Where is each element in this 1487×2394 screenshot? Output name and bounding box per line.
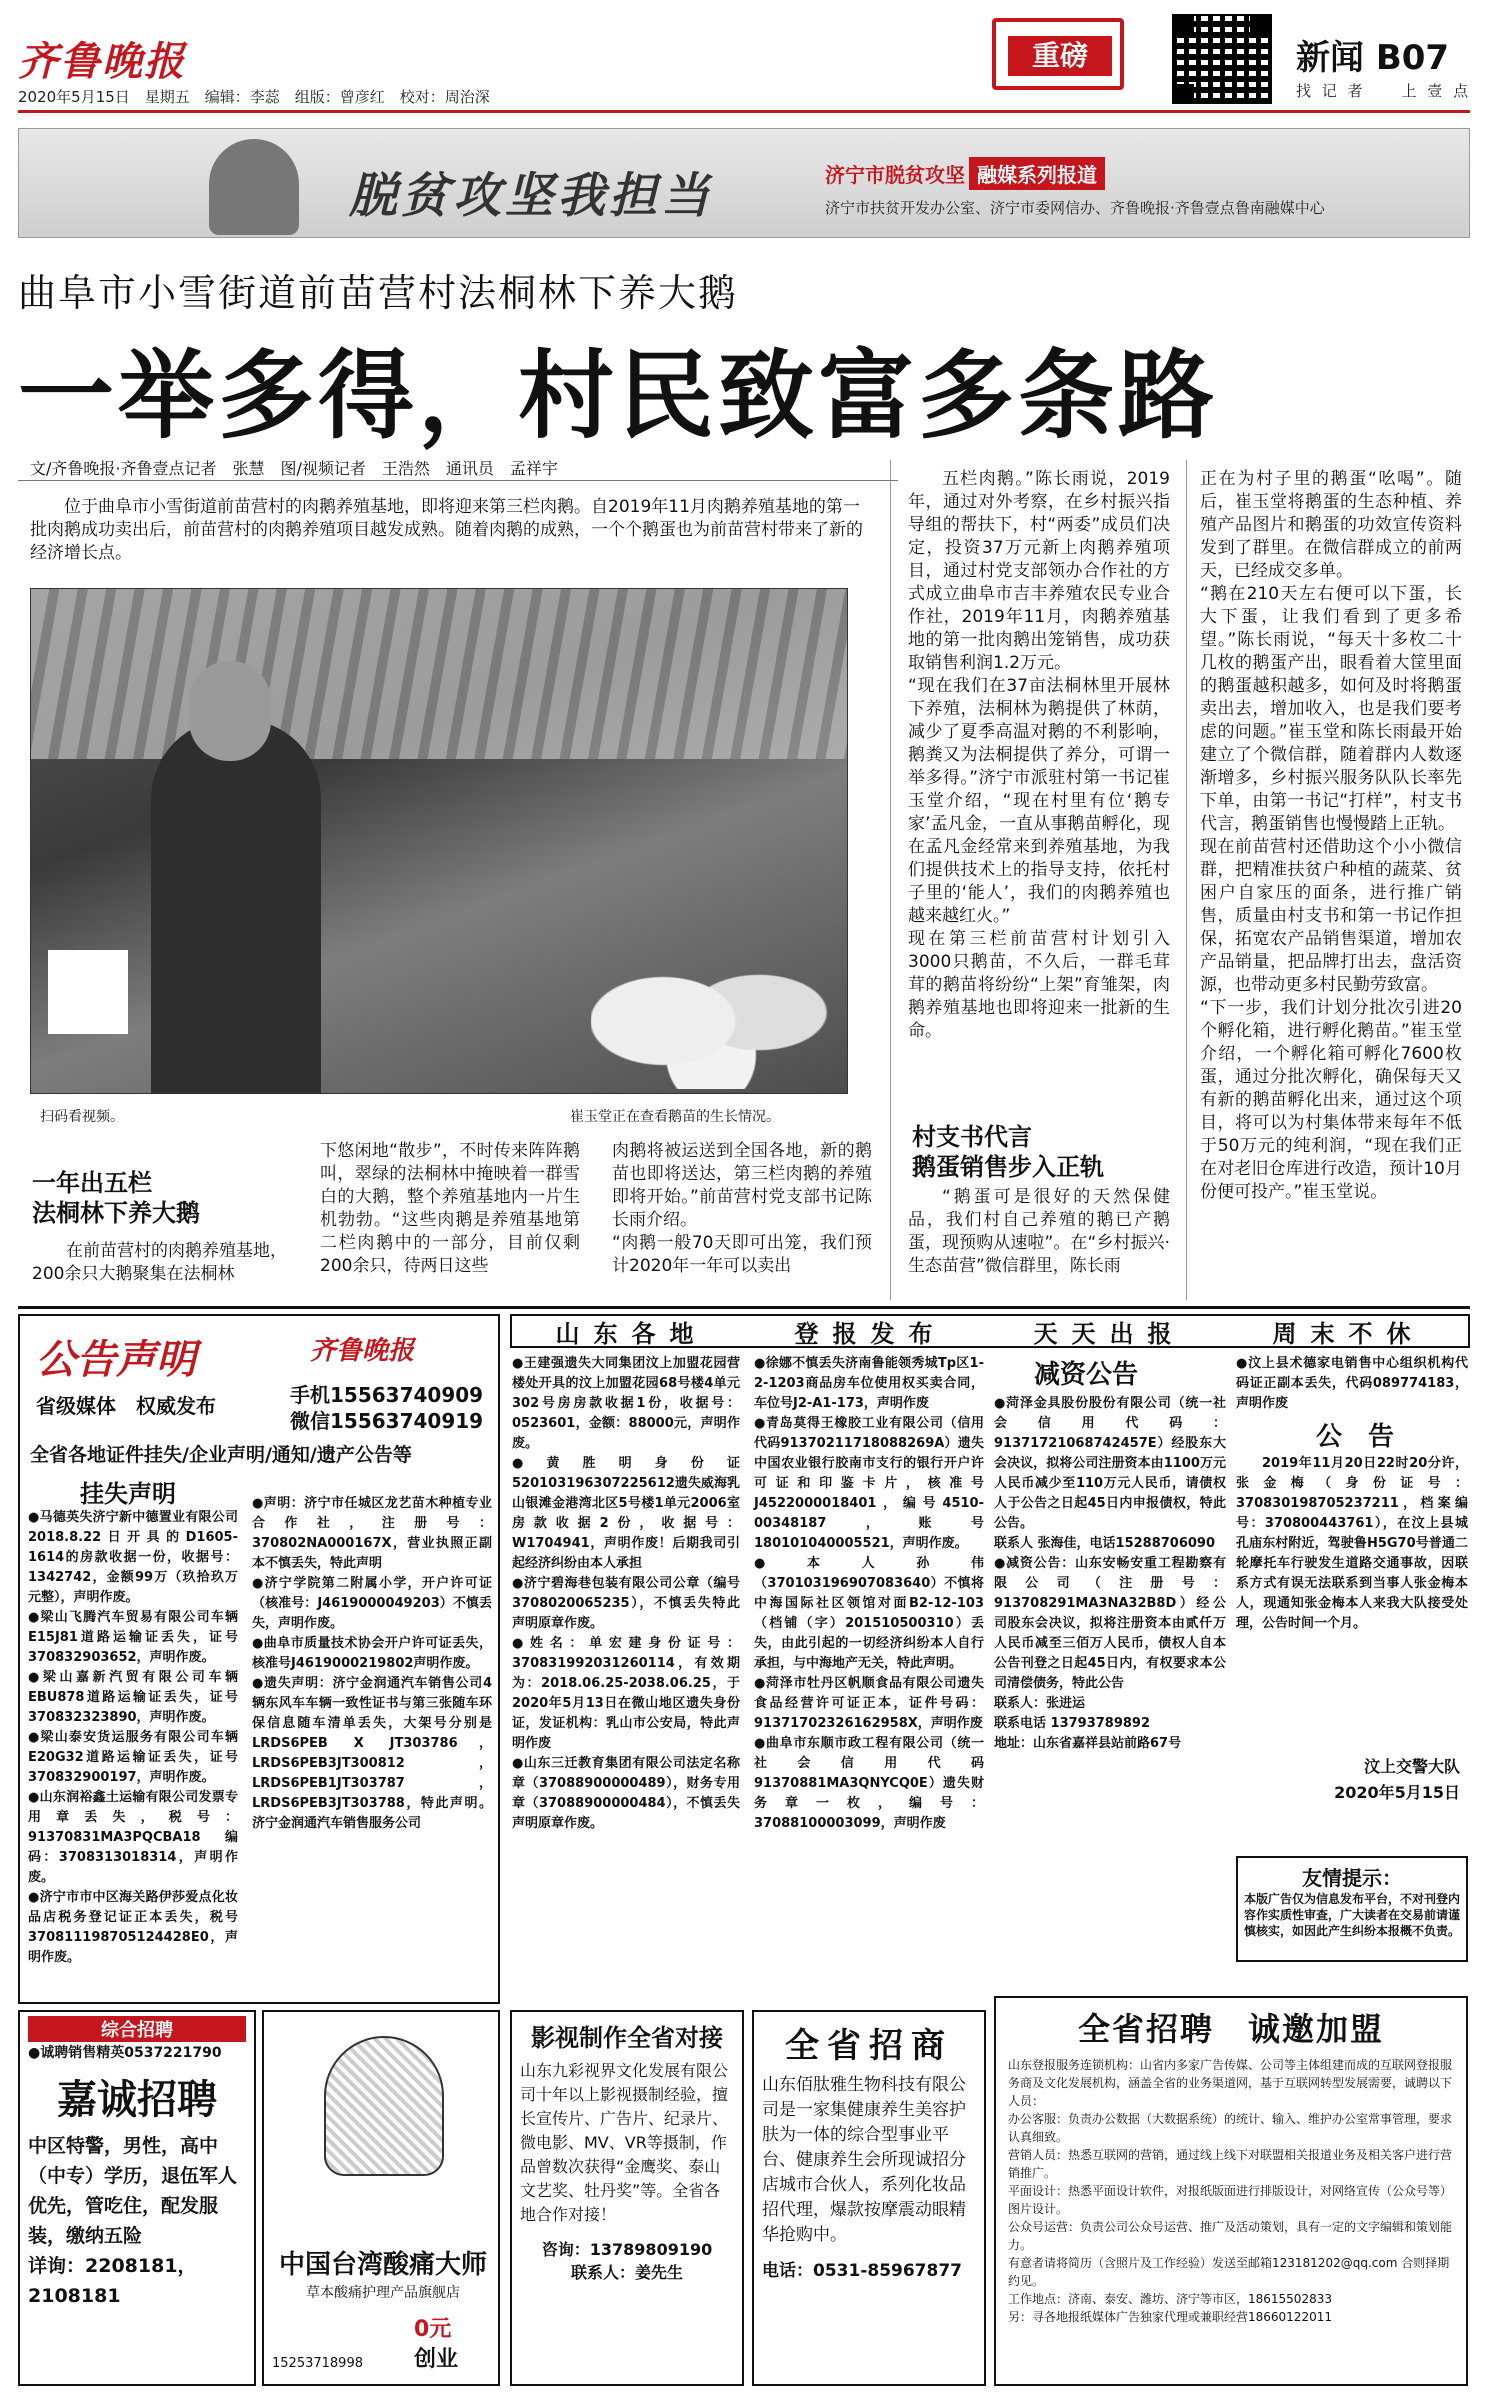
article-column-e: 正在为村子里的鹅蛋“吆喝”。随后，崔玉堂将鹅蛋的生态种植、养殖产品图片和鹅蛋的功效宣传资料发到了群里。在微信群成立的前两天，已经成交多单。 “鹅在210天左右便可以下蛋，长大下蛋，让我们看到了更多希望。”陈长雨说，“每天十多枚二十几枚的鹅蛋产出，眼看着大筐里面的鹅蛋越积越多，如何及时将鹅蛋卖出去，增加收入，也是我们要考虑的问题。”崔玉堂和陈长雨最开始建立了个微信群，随着群内人数逐渐增多，乡村振兴服务队队长率先下单，由第一书记“打样”，村支书代言，鹅蛋销售也慢慢踏上正轨。 现在前苗营村还借助这个小小微信群，把精准扶贫户种植的蔬菜、贫困户自家压的面条，进行推广销售，质量由村支书和第一书记作担保，拓宽农产品销售渠道，增加农产品销量，把品牌打出去，盘活资源，也带动更多村民勤劳致富。 “下一步，我们计划分批次引进20个孵化箱，进行孵化鹅苗。”崔玉堂介绍，一个孵化箱可孵化7600枚蛋，通过分批次孵化，确保每天又有新的鹅苗孵化出来，通过这个项目，将可以为村集体带来每年不低于50万元的纯利润，“现在我们正在对老旧仓库进行改造，预计10月份便可投产。”崔玉堂说。	[1200, 469, 1462, 1202]
column-divider	[890, 460, 891, 1300]
banner-tag: 济宁市脱贫攻坚	[825, 163, 965, 187]
ad-body: 中区特警，男性，高中（中专）学历，退伍军人优先，管吃住，配发服装，缴纳五险 详询：2208181，2108181	[28, 2135, 238, 2307]
friendly-body: 本版广告仅为信息发布平台，不对刊登内容作实质性审查，广大读者在交易前请谨慎核实，如因此产生纠纷本报概不负责。	[1244, 1892, 1461, 1938]
banner-tag-series: 融媒系列报道	[969, 157, 1105, 190]
ad-pitch: 创业	[414, 2347, 459, 2372]
loss-title: 挂失声明	[80, 1480, 176, 1508]
ad-body: 山东九彩视界文化发展有限公司十年以上影视摄制经验，擅长宣传片、广告片、纪录片、微电影、MV、VR等摄制，作品曾数次获得“金鹰奖、泰山文艺奖、牡丹奖”等。全省各地合作对接！	[520, 2061, 729, 2224]
notice-logo: 公告声明	[36, 1336, 196, 1383]
article-headline: 一举多得，村民致富多条路	[18, 340, 1218, 452]
ad-phone: 15253718998	[272, 2356, 363, 2371]
reduce-body: ●菏泽金具股份股份有限公司（统一社会信用代码：91371721068742457E）经股东大会决议，拟将公司注册资本由1100万元人民币减少至110万元人民币，请债权人于公告之日起45日内申报债权，特此公告。 联系人 张海佳，电话15288706090 ●减资公告：山东安畅安重工程勘察有限公司（注册号：913708291MA3NA32B8D）经公司股东会决议，拟将注册资本由贰仟万人民币减至三佰万人民币，债权人自本公告刊登之日起45日内，有权要求本公司清偿债务，特此公告 联系人：张进运 联系电话 13793789892 地址：山东省嘉祥县站前路67号	[994, 1396, 1226, 1751]
notice-services: 全省各地证件挂失/企业声明/通知/遗产公告等	[30, 1444, 412, 1466]
notice-slogan: 省级媒体 权威发布	[36, 1394, 216, 1418]
article-subhead: 曲阜市小雪街道前苗营村法桐林下养大鹅	[18, 271, 739, 315]
ad-title: 中国台湾酸痛大师	[278, 2250, 487, 2280]
ad-band: 综合招聘	[28, 2016, 246, 2042]
person-head	[189, 661, 271, 761]
notice-ad-block	[18, 1314, 500, 2004]
jiacheng-recruit-ad	[18, 2010, 256, 2386]
notice-brand: 齐鲁晚报	[310, 1336, 415, 1366]
reduce-title: 减资公告	[1034, 1360, 1139, 1390]
ad-hotline: ●诚聘销售精英0537221790	[28, 2045, 222, 2061]
announce-top: ●汶上县术德家电销售中心组织机构代码证正副本丢失，代码089774183，声明作废	[1236, 1356, 1468, 1411]
recruit-body: 山东登报服务连锁机构：山省内多家广告传媒、公司等主体组建而成的互联网登报服务商及文化发展机构，涵盖全省的业务渠道网，基于互联网转型发展需要，诚聘以下人员： 办公客服：负责办公数据（大数据系统）的统计、输入、维护办公室常事管理，要求认真细致。 营销人员：热悉互联网的营销，通过线上线下对联盟相关报道业务及相关客户进行营销推广。 平面设计：热悉平面设计软件，对报纸版面进行排版设计，对网络宣传（公众号等）图片设计。 公众号运营：负责公司公众号运营、推广及活动策划，具有一定的文字编辑和策划能力。 有意者请将简历（含照片及工作经验）发送至邮箱123181202@qq.com 合则择期约见。 工作地点：济南、泰安、潍坊、济宁等市区，18615502833 另：寻各地报纸媒体广告独家代理或兼职经营18660122011	[1008, 2058, 1453, 2324]
ads-rule	[18, 1306, 1470, 1309]
photo-caption: 崔玉堂正在查看鹅苗的生长情况。	[570, 1109, 780, 1125]
portrait-image	[209, 139, 299, 235]
article-column-d2: “鹅蛋可是很好的天然保健品，我们村自己养殖的鹅已产鹅蛋，现预购从速啦”。在“乡村振兴·生态苗营”微信群里，陈长雨	[908, 1187, 1170, 1276]
ad-body: 山东佰肽雅生物科技有限公司是一家集健康养生美容护肤为一体的综合型事业平台、健康养生会所现诚招分店城市合伙人，系列化妆品招代理，爆款按摩震动眼精华抢购中。	[762, 2075, 966, 2245]
article-byline: 文/齐鲁晚报·齐鲁壹点记者 张慧 图/视频记者 王浩然 通讯员 孟祥宇	[30, 459, 558, 478]
friendly-title: 友情提示：	[1302, 1866, 1402, 1890]
ad-contact: 咨询：13789809190 联系人：姜先生	[541, 2240, 713, 2282]
byline-rule	[18, 480, 898, 481]
ad-title: 全省招商	[785, 2026, 953, 2066]
recruit-title: 全省招聘 诚邀加盟	[1077, 2010, 1384, 2048]
ads-column-4: ●徐娜不慎丢失济南鲁能领秀城Tp区1-2-1203商品房车位使用权买卖合同，车位号J2-A1-173，声明作废 ●青岛莫得王橡胶工业有限公司（信用代码91370211718088269A）遗失中国农业银行胶南市支行的银行开户许可证和印鉴卡片，核准号J4522000018401，编号4510-00348187，账号180101040005521，声明作废。 ●本人孙伟（370103196907083640）不慎将中海国际社区领馆对面B2-12-103（档铺（字）201510500310）丢失，由此引起的一切经济纠纷本人自行承担，与中海地产无关，特此声明。 ●菏泽市牡丹区帆顺食品有限公司遗失食品经营许可证正本，证件号码：91371702326162958X，声明作废 ●曲阜市东顺市政工程有限公司（统一社会信用代码91370881MA3QNYCQ0E）遗失财务章一枚，编号：37088100003099，声明作废	[754, 1356, 984, 1831]
header-rule	[18, 110, 1470, 113]
section-title-1: 一年出五栏 法桐林下养大鹅	[32, 1169, 200, 1227]
page-label: 新闻 B07	[1296, 38, 1450, 78]
notice-column-1: ●马德英失济宁新中德置业有限公司2018.8.22日开具的D1605-1614的房款收据一份，收据号：1342742，金额99万（玖拾玖万元整），声明作废。 ●梁山飞腾汽车贸易有限公司车辆E15J81道路运输证丢失，证号370832903652，声明作废。 ●梁山嘉新汽贸有限公司车辆EBU878道路运输证丢失，证号370832323890，声明作废。 ●梁山泰安货运服务有限公司车辆E20G32道路运输证丢失，证号370832900197，声明作废。 ●山东润裕鑫土运输有限公司发票专用章丢失，税号：91370831MA3PQCBA18 编码：3708313018314，声明作废。 ●济宁市市中区海关路伊莎爱点化妆品店税务登记证正本丢失，税号370811198705124428E0，声明作废。	[28, 1510, 238, 1965]
notice-phones: 手机15563740909 微信15563740919	[290, 1383, 484, 1433]
article-lede: 位于曲阜市小雪街道前苗营村的肉鹅养殖基地，即将迎来第三栏肉鹅。自2019年11月肉鹅养殖基地的第一批肉鹅成功卖出后，前苗营村的肉鹅养殖项目越发成熟。随着肉鹅的成熟，一个个鹅蛋也为前苗营村带来了新的经济增长点。	[30, 497, 863, 563]
masthead-logo: 齐鲁晚报	[18, 38, 186, 85]
announce-body: 2019年11月20日22时20分许，张金梅（身份证号：370830198705237211，档案编号：370800443761），在汶上县城孔庙东村附近，驾驶鲁H5G70号普通二轮摩托车行驶发生道路交通事故，因联系方式有误无法联系到当事人张金梅本人，现通知张金梅本人来我大队接受处理，公告时间一个月。	[1236, 1456, 1468, 1631]
column-divider	[1186, 460, 1187, 1300]
friendly-reminder	[1236, 1856, 1468, 1962]
banner-slogan: 脱贫攻坚我担当	[349, 168, 714, 224]
video-qr-code-icon[interactable]	[48, 950, 128, 1034]
section-badge-label: 重磅	[1008, 36, 1112, 76]
ad-contact: 电话：0531-85967877	[762, 2261, 962, 2281]
ads-strip	[510, 1314, 1470, 1348]
article-column-a	[32, 1240, 287, 1286]
strip-item: 天天出报	[1033, 1319, 1186, 1348]
announce-signature: 汶上交警大队 2020年5月15日	[1334, 1757, 1460, 1802]
ad-price: 0元	[414, 2317, 452, 2342]
ad-title: 嘉诚招聘	[57, 2077, 217, 2123]
film-production-ad	[510, 2010, 744, 2386]
qr-code-icon	[1172, 14, 1272, 104]
greenhouse-roof	[31, 589, 848, 759]
portrait-illustration	[324, 2036, 444, 2176]
announce-title: 公 告	[1316, 1422, 1395, 1452]
article-photo	[30, 588, 848, 1094]
recruit-ad	[994, 1996, 1468, 2386]
article-column-d: 五栏肉鹅。”陈长雨说，2019年，通过对外考察，在乡村振兴指导组的帮扶下，村“两委”成员们决定，投资37万元新上肉鹅养殖项目，通过村党支部领办合作社的方式成立曲阜市吉丰养殖农民专业合作社，2019年11月，肉鹅养殖基地的第一批肉鹅出笼销售，成功获取销售利润1.2万元。 “现在我们在37亩法桐林里开展林下养殖，法桐林为鹅提供了林荫，减少了夏季高温对鹅的不利影响，鹅粪又为法桐提供了养分，可谓一举多得。”济宁市派驻村第一书记崔玉堂介绍，“现在村里有位‘鹅专家’孟凡金，一直从事鹅苗孵化，现在孟凡金经常来到养殖基地，为我们提供技术上的指导支持，依托村子里的‘能人’，我们的肉鹅养殖也越来越红火。” 现在第三栏前苗营村计划引入3000只鹅苗，不久后，一群毛茸茸的鹅苗将纷纷“上架”育雏架，肉鹅养殖基地也即将迎来一批新的生命。	[908, 469, 1170, 1041]
page-sub: 找 记 者 上 壹 点	[1296, 82, 1472, 100]
ads-column-3: ●王建强遗失大同集团汶上加盟花园营楼处开具的汶上加盟花园68号楼4单元302号房房款收据1份，收据号：0523601，金额：88000元，声明作废。 ●黄胜明身份证520103196307225612遗失威海乳山银滩金港湾北区5号楼1单元2006室房款收据2份，收据号：W1704941，声明作废！后期我司引起经济纠纷由本人承担 ●济宁碧海巷包装有限公司公章（编号3708020065235），不慎丢失特此声明原章作废。 ●姓名：单宏建身份证号：370831992031260114，有效期为：2018.06.25-2038.06.25，于2020年5月13日在微山地区遗失身份证，发证机构：乳山市公安局，特此声明作废 ●山东三迁教育集团有限公司法定名称章（37088900000489），财务专用章（37088900000484），不慎丢失声明原章作废。	[512, 1356, 740, 1831]
strip-item: 山东各地	[555, 1319, 708, 1348]
taiwan-massage-ad	[262, 2010, 500, 2386]
article-column-c: 肉鹅将被运送到全国各地，新的鹅苗也即将送达，第三栏肉鹅的养殖即将开始。”前苗营村党支部书记陈长雨介绍。 “肉鹅一般70天即可出笼，我们预计2020年一年可以卖出	[612, 1141, 872, 1276]
column-text: 在前苗营村的肉鹅养殖基地，200余只大鹅聚集在法桐林	[32, 1241, 287, 1284]
franchise-ad	[752, 2010, 986, 2386]
person-figure	[151, 719, 321, 1094]
strip-item: 周末不休	[1272, 1319, 1425, 1348]
banner-organizers: 济宁市扶贫开发办公室、济宁市委网信办、齐鲁晚报·齐鲁壹点鲁南融媒中心	[825, 199, 1325, 217]
qr-caption: 扫码看视频。	[40, 1109, 124, 1125]
campaign-banner	[18, 128, 1470, 238]
article-column-b: 下悠闲地“散步”，不时传来阵阵鹅叫，翠绿的法桐林中掩映着一群雪白的大鹅，整个养殖基地内一片生机勃勃。“这些肉鹅是养殖基地第二栏肉鹅中的一部分，目前仅剩200余只，待两日这些	[320, 1141, 580, 1276]
strip-item: 登报发布	[794, 1319, 947, 1348]
section-title-2: 村支书代言 鹅蛋销售步入正轨	[912, 1123, 1104, 1181]
ad-title: 影视制作全省对接	[531, 2024, 723, 2052]
section-badge	[992, 18, 1124, 90]
issue-line: 2020年5月15日 星期五 编辑：李蕊 组版：曾彦红 校对：周治深	[18, 88, 490, 106]
ad-subtitle: 草本酸痛护理产品旗舰店	[306, 2285, 460, 2301]
goslings	[591, 919, 831, 1089]
notice-column-2: ●声明：济宁市任城区龙艺苗木种植专业合作社，注册号：370802NA000167X，营业执照正副本不慎丢失，特此声明 ●济宁学院第二附属小学，开户许可证（核准号：J4619000049203）不慎丢失，声明作废。 ●曲阜市质量技术协会开户许可证丢失，核准号J4619000219802声明作废。 ●遗失声明：济宁金润通汽车销售公司4辆东风车车辆一致性证书与第三张随车环保信息随车清单丢失，大架号分别是LRDS6PEB X JT303786，LRDS6PEB3JT300812，LRDS6PEB1JT303787，LRDS6PEB3JT303788，特此声明。济宁金润通汽车销售服务公司	[252, 1496, 492, 1831]
